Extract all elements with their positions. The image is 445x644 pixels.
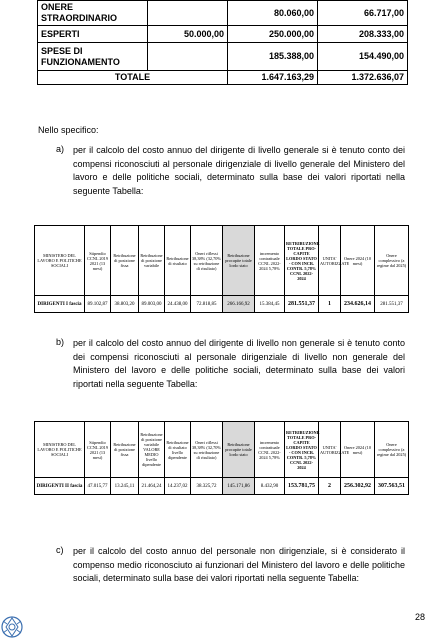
cell: 307.563,51: [375, 478, 409, 495]
header-cell: Stipendio CCNL 2019 2021 (13 mesi): [85, 226, 111, 296]
header-cell: RETRIBUZIONE TOTALE PRO-CAPITE LORDO STATO - CON INCR. CONTR. 5,78% CCNL 2022-2024: [285, 422, 319, 478]
header-cell: Oneri riflessi 38,38% (32,70% su retribuzione di risultato): [191, 226, 223, 296]
paragraph-a: per il calcolo del costo annuo del dirigente di livello generale si è tenuto conto dei compensi riconosciuti al personale dirigenziale di livello generale del Ministero del lavoro e delle politiche sociali, determinato sulla base dei valori riportati nella seguente Tabella:: [73, 145, 405, 196]
paragraph-c: per il calcolo del costo annuo del personale non dirigenziale, si è considerato il compenso medio riconosciuto ai funzionari del Ministero del lavoro e delle politiche sociali, determinato sulla base dei valori riportati nella seguente Tabella:: [73, 546, 405, 583]
table-a: [34, 225, 409, 313]
list-marker-a: a): [56, 144, 65, 154]
emblem-logo-icon: [0, 611, 26, 641]
intro-text: Nello specifico:: [38, 125, 99, 135]
table-row: [38, 43, 408, 71]
header-cell: UNITA' AUTORIZZATE: [319, 226, 341, 296]
cell: 89.003,00: [139, 296, 165, 313]
paragraph-b: per il calcolo del costo annuo del dirigente di livello non generale si è tenuto conto dei compensi riconosciuti al personale dirigenziale di livello non generale del Ministero del lavoro e delle politiche sociali, determinato sulla base dei valori riportati nella seguente Tabella:: [73, 338, 405, 389]
header-cell: Onere complessivo (a regime dal 2025): [375, 226, 409, 296]
cell: 38.325,72: [191, 478, 223, 495]
header-cell: RETRIBUZIONE TOTALE PRO-CAPITE LORDO STATO - CON INCR. CONTR. 5,78% CCNL 2022-2024: [285, 226, 319, 296]
cell: [148, 43, 228, 71]
table-total-row: [38, 71, 408, 85]
cell: 256.302,92: [341, 478, 375, 495]
cell: 66.717,00: [318, 1, 408, 26]
table-row: [38, 1, 408, 26]
total-label: TOTALE: [38, 71, 228, 85]
cell: 250.000,00: [228, 26, 318, 43]
cell: 153.781,75: [285, 478, 319, 495]
row-label: ONERE STRAORDINARIO: [38, 1, 148, 26]
cell: 208.333,00: [318, 26, 408, 43]
cell: 80.060,00: [228, 1, 318, 26]
list-marker-c: c): [56, 545, 64, 555]
header-cell: Stipendio CCNL 2019 2021 (13 mesi): [85, 422, 111, 478]
table-header-row: [35, 422, 409, 478]
header-cell: Retribuzione di posizione fissa: [111, 422, 139, 478]
cell: 14.237,02: [165, 478, 191, 495]
cell: 145.171,86: [223, 478, 255, 495]
cell: 266.166,92: [223, 296, 255, 313]
cell: 1: [319, 296, 341, 313]
table-row: [35, 478, 409, 495]
cell: 1.372.636,07: [318, 71, 408, 85]
cell: 234.626,14: [341, 296, 375, 313]
row-label: ESPERTI: [38, 26, 148, 43]
cell: 38.803,20: [111, 296, 139, 313]
header-cell: Retribuzione di risultato: [165, 226, 191, 296]
cell: 8.432,90: [255, 478, 285, 495]
cell: 89.102,87: [85, 296, 111, 313]
summary-table: [37, 0, 408, 85]
header-cell: Retribuzione procapite totale lordo stato: [223, 226, 255, 296]
row-label: SPESE DI FUNZIONAMENTO: [38, 43, 148, 71]
cell: 281.551,37: [375, 296, 409, 313]
header-cell: MINISTERO DEL LAVORO E POLITICHE SOCIALI: [35, 226, 85, 296]
header-cell: incremento contrattuale CCNL 2022-2024 5,78%: [255, 422, 285, 478]
table-b: [34, 421, 409, 495]
table-header-row: [35, 226, 409, 296]
header-cell: Onere complessivo (a regime dal 2025): [375, 422, 409, 478]
cell: 72.818,85: [191, 296, 223, 313]
header-cell: Retribuzione di risultato livello dipendente: [165, 422, 191, 478]
header-cell: incremento contrattuale CCNL 2022-2024 5,78%: [255, 226, 285, 296]
table-row: [38, 26, 408, 43]
cell: 185.388,00: [228, 43, 318, 71]
header-cell: Retribuzione di posizione fissa: [111, 226, 139, 296]
list-marker-b: b): [56, 337, 65, 347]
cell: 21.464,24: [139, 478, 165, 495]
header-cell: Retribuzione di posizione variabile VALORE MEDIO livello dipendente: [139, 422, 165, 478]
cell: 1.647.163,29: [228, 71, 318, 85]
header-cell: Oneri riflessi 38,38% (32,70% su retribuzione di risultato): [191, 422, 223, 478]
cell: 281.551,37: [285, 296, 319, 313]
cell: 24.438,00: [165, 296, 191, 313]
cell: [148, 1, 228, 26]
header-cell: MINISTERO DEL LAVORO E POLITICHE SOCIALI: [35, 422, 85, 478]
page-number: 28: [414, 612, 425, 622]
header-cell: Onere 2024 (10 mesi): [341, 422, 375, 478]
header-cell: Onere 2024 (10 mesi): [341, 226, 375, 296]
cell: 50.000,00: [148, 26, 228, 43]
header-cell: Retribuzione procapite totale lordo stato: [223, 422, 255, 478]
cell: 15.384,45: [255, 296, 285, 313]
cell: 2: [319, 478, 341, 495]
table-row: [35, 296, 409, 313]
header-cell: Retribuzione di posizione variabile: [139, 226, 165, 296]
cell: 13.245,11: [111, 478, 139, 495]
cell: 154.490,00: [318, 43, 408, 71]
header-cell: UNITA' AUTORIZZATE: [319, 422, 341, 478]
row-label: DIRIGENTI I fascia: [35, 296, 85, 313]
cell: 47.015,77: [85, 478, 111, 495]
row-label: DIRIGENTI II fascia: [35, 478, 85, 495]
